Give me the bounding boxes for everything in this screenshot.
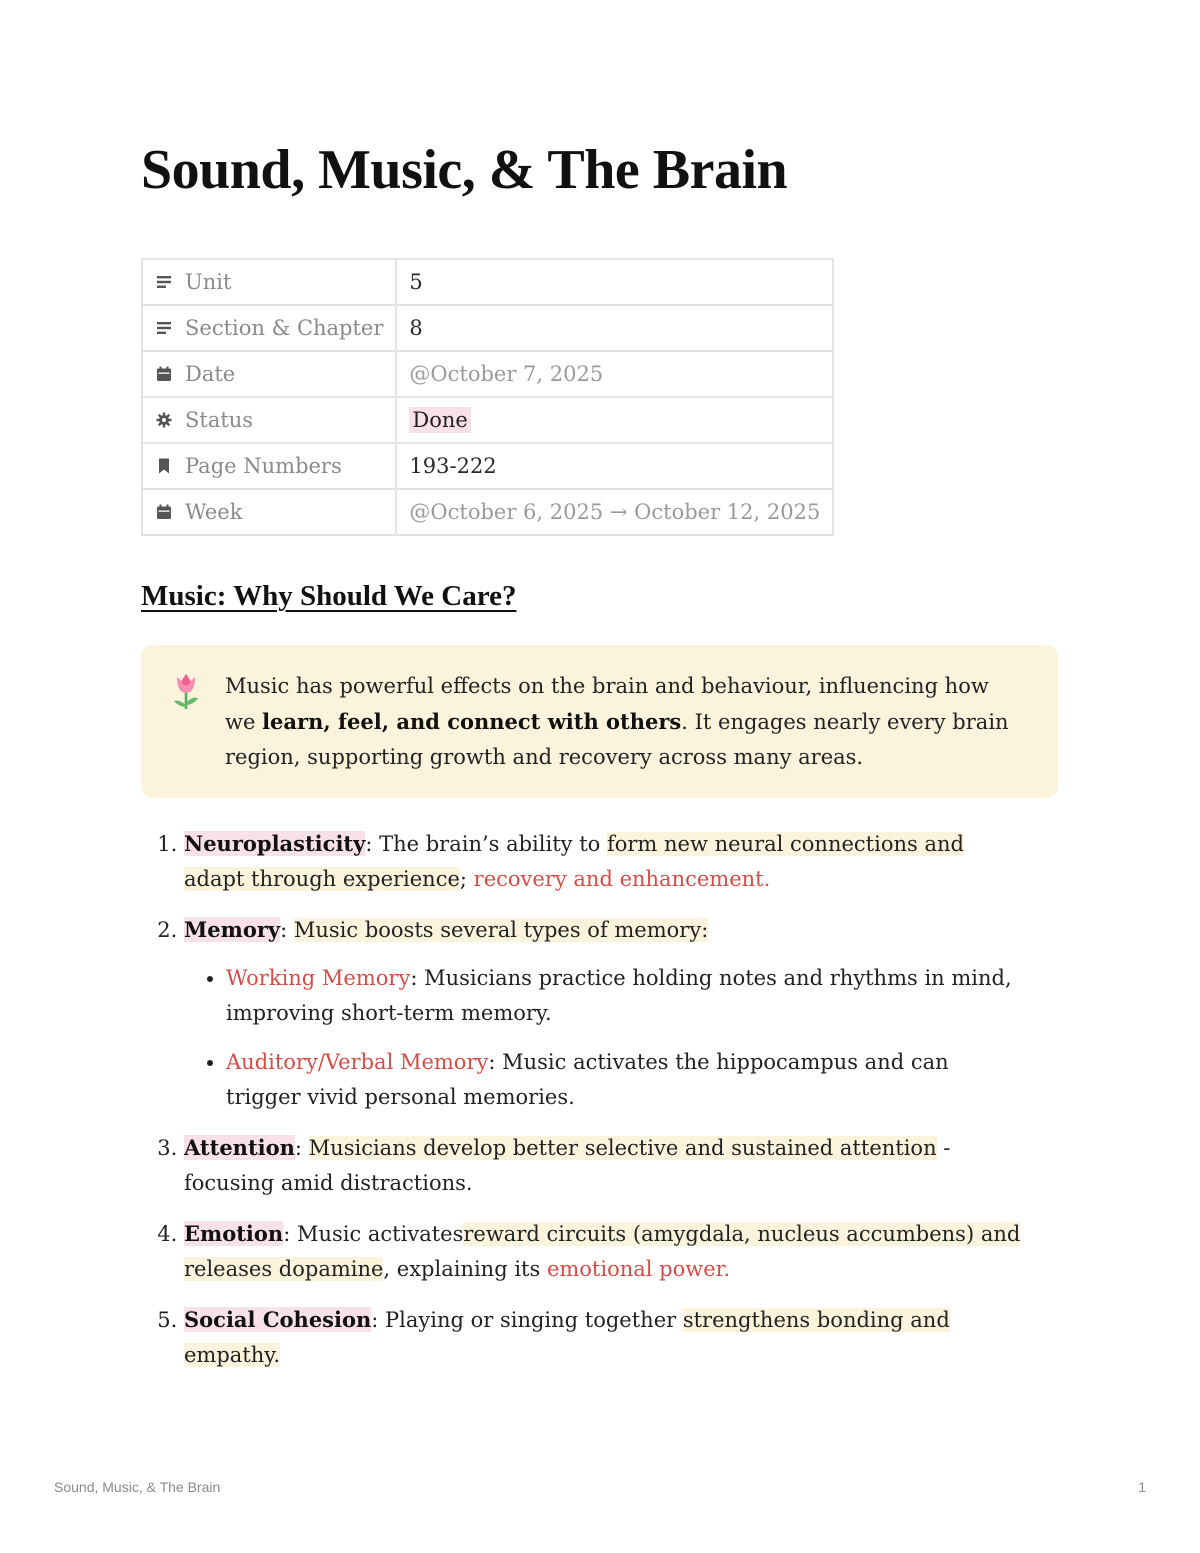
footer-title: Sound, Music, & The Brain: [54, 1479, 221, 1495]
term: Memory: [184, 917, 281, 942]
term: Neuroplasticity: [184, 831, 366, 856]
property-row-week: [142, 489, 833, 535]
callout-box: [141, 645, 1058, 798]
tulip-icon: [171, 671, 201, 711]
text-lines-icon: [155, 319, 173, 337]
page-title: Sound, Music, & The Brain: [141, 139, 788, 201]
property-value[interactable]: @October 7, 2025: [396, 351, 833, 397]
bookmark-icon: [155, 457, 173, 475]
term: Attention: [184, 1135, 295, 1160]
list-item: • Auditory/Verbal Memory: Music activates the hippocampus and can trigger vivid personal memories.: [226, 1045, 1024, 1115]
property-key[interactable]: Section & Chapter: [142, 305, 396, 351]
list-item: 2. Memory: Music boosts several types of memory: • Working Memory: Musicians practice holding notes and rhythms in mind, improving short-term memory. • Auditory/Verbal Memory: Music activates the hippocampus and can trigger vivid personal memories.: [184, 912, 1024, 1115]
property-row-unit: [142, 259, 833, 305]
page-number: 1: [1138, 1479, 1146, 1495]
property-row-date: [142, 351, 833, 397]
property-value[interactable]: @October 6, 2025 → October 12, 2025: [396, 489, 833, 535]
property-key[interactable]: Unit: [142, 259, 396, 305]
property-key[interactable]: Week: [142, 489, 396, 535]
property-value[interactable]: 8: [396, 305, 833, 351]
properties-table: [141, 258, 834, 536]
list-item: • Working Memory: Musicians practice holding notes and rhythms in mind, improving short-term memory.: [226, 961, 1024, 1031]
property-row-section-chapter: [142, 305, 833, 351]
property-value[interactable]: [396, 397, 833, 443]
calendar-icon: [155, 503, 173, 521]
property-row-status: [142, 397, 833, 443]
calendar-icon: [155, 365, 173, 383]
property-value[interactable]: 193-222: [396, 443, 833, 489]
property-value[interactable]: 5: [396, 259, 833, 305]
list-item: 5. Social Cohesion: Playing or singing together strengthens bonding and empathy.: [184, 1302, 1024, 1373]
property-row-page-numbers: [142, 443, 833, 489]
term: Emotion: [184, 1221, 284, 1246]
property-key[interactable]: Status: [142, 397, 396, 443]
status-badge[interactable]: Done: [409, 407, 470, 433]
list-item: 4. Emotion: Music activatesreward circuits (amygdala, nucleus accumbens) and releases dopamine, explaining its emotional power.: [184, 1216, 1024, 1287]
property-key[interactable]: Date: [142, 351, 396, 397]
numbered-list: [141, 826, 1024, 1388]
callout-text: Music has powerful effects on the brain and behaviour, influencing how we learn, feel, and connect with others. It engages nearly every brain region, supporting growth and recovery across many areas.: [225, 674, 1009, 769]
term: Social Cohesion: [184, 1307, 372, 1332]
bullet-list: [184, 961, 1024, 1115]
gear-icon: [155, 411, 173, 429]
text-lines-icon: [155, 273, 173, 291]
list-item: 1. Neuroplasticity: The brain’s ability to form new neural connections and adapt through experience; recovery and enhancement.: [184, 826, 1024, 897]
section-heading: Music: Why Should We Care?: [141, 580, 517, 612]
property-key[interactable]: Page Numbers: [142, 443, 396, 489]
list-item: 3. Attention: Musicians develop better selective and sustained attention - focusing amid distractions.: [184, 1130, 1024, 1201]
